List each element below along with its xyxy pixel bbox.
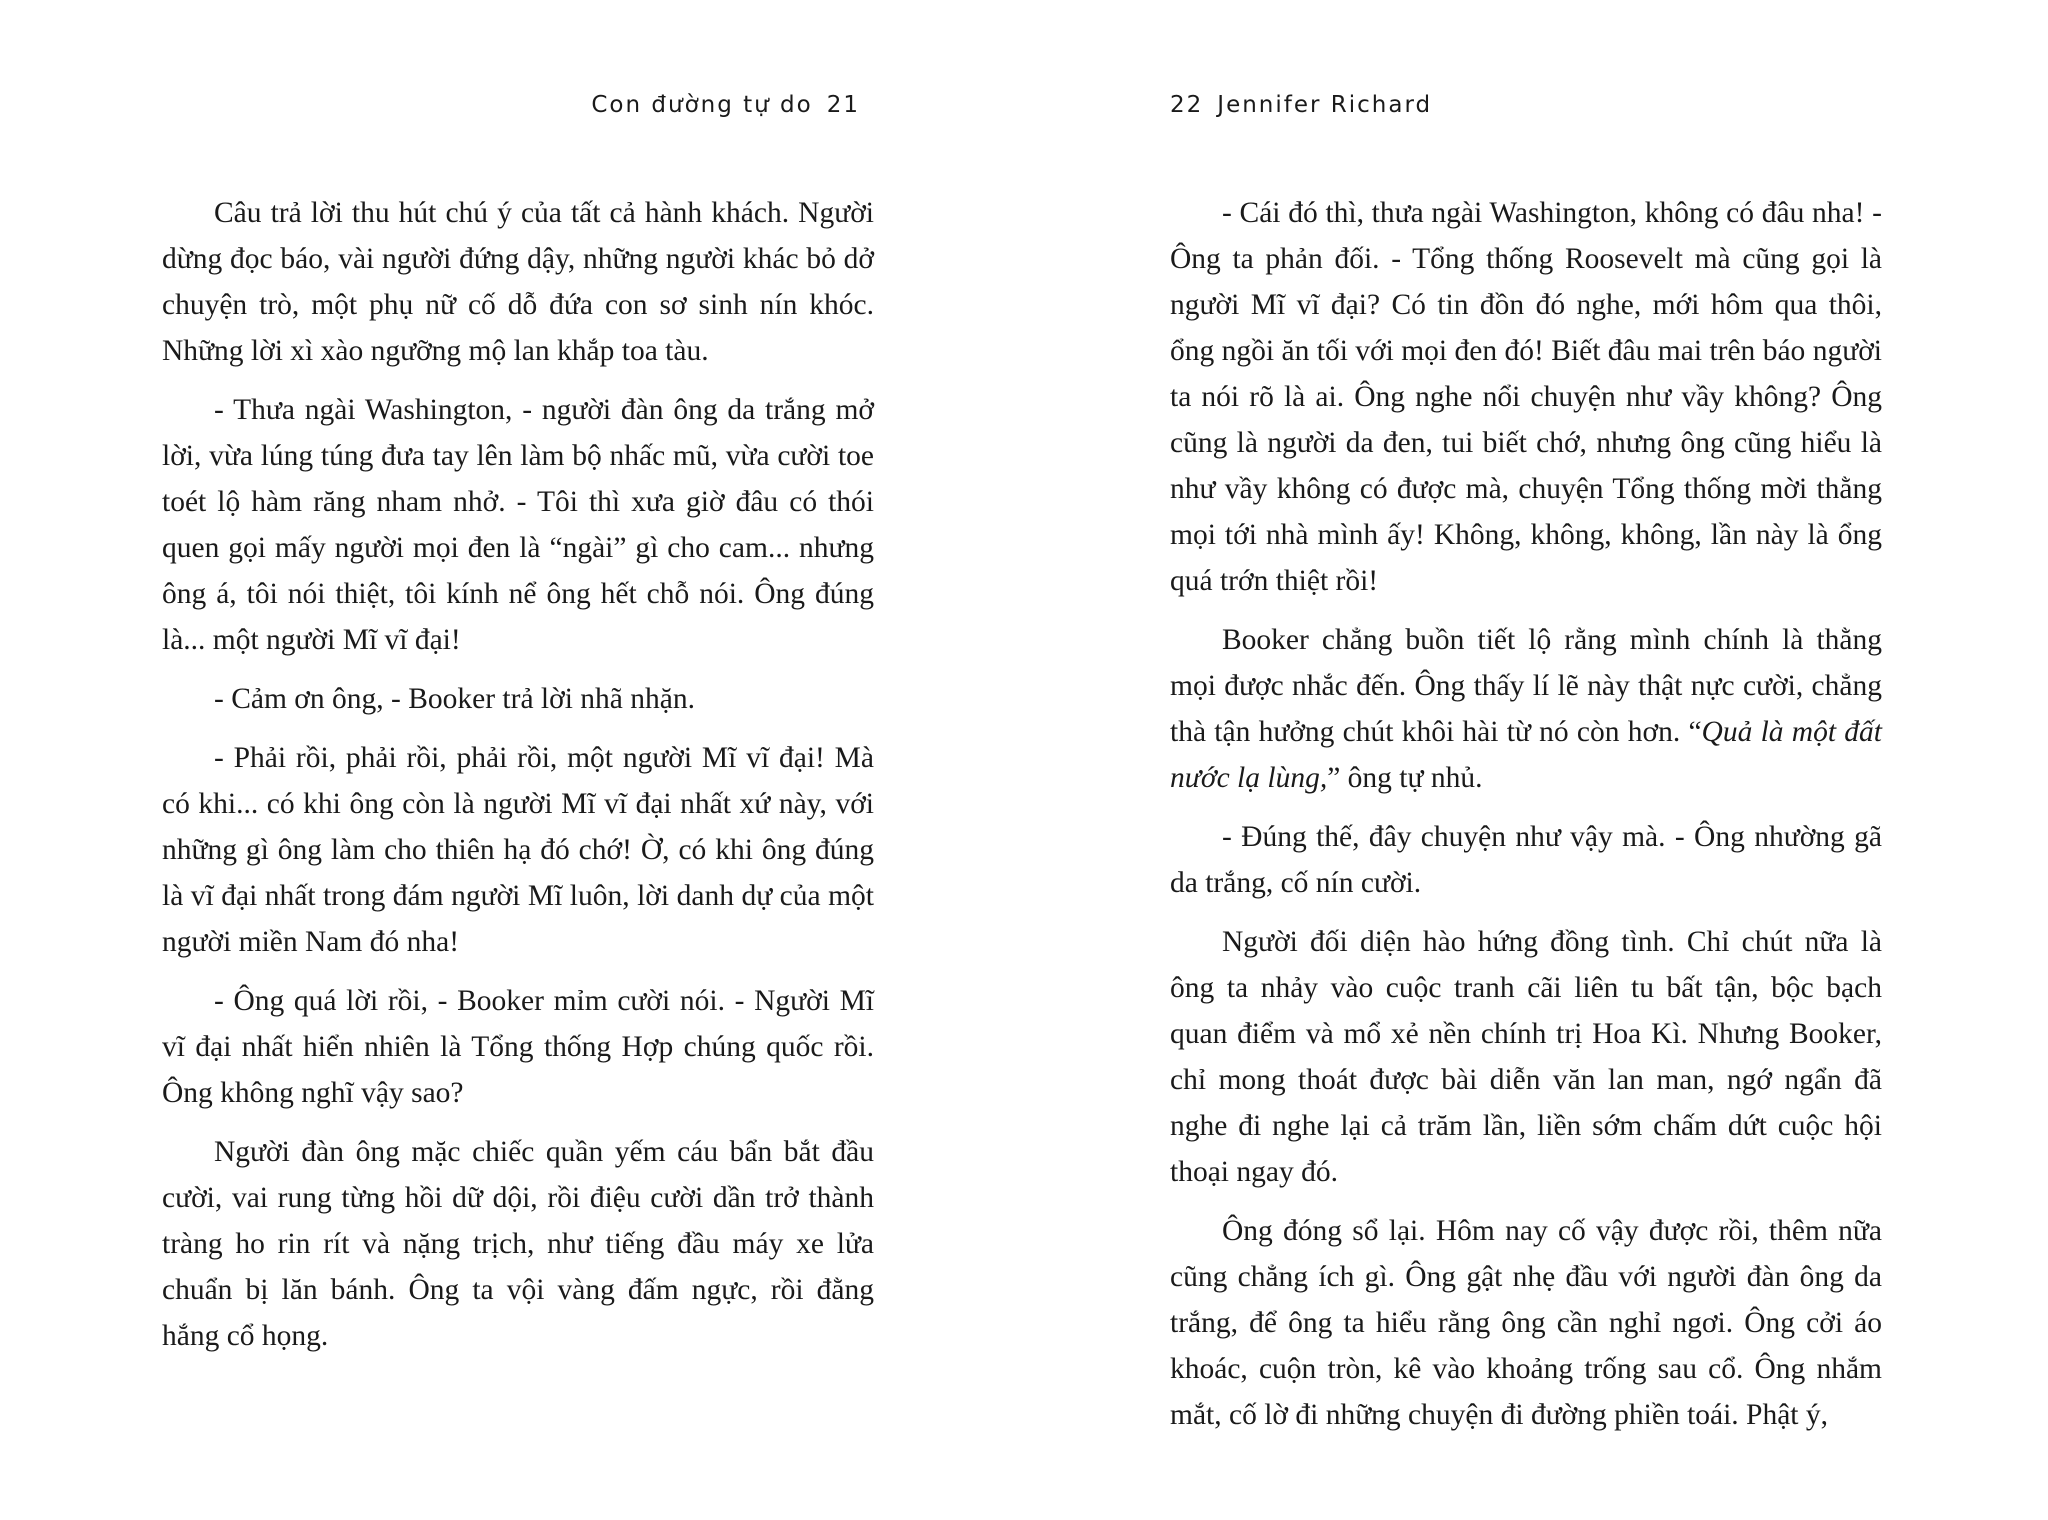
author-name: Jennifer Richard — [1217, 92, 1433, 118]
right-running-head — [1170, 92, 1446, 118]
left-running-head — [591, 92, 874, 118]
book-title: Con đường tự do — [591, 92, 813, 118]
paragraph: - Đúng thế, đây chuyện như vậy mà. - Ông nhường gã da trắng, cố nín cười. — [1170, 821, 1882, 899]
left-page-number: 21 — [826, 92, 860, 118]
paragraph: Người đối diện hào hứng đồng tình. Chỉ chút nữa là ông ta nhảy vào cuộc tranh cãi liên tu bất tận, bộc bạch quan điểm và mổ xẻ nền chính trị Hoa Kì. Nhưng Booker, chỉ mong thoát được bài diễn văn lan man, ngớ ngẩn đã nghe đi nghe lại cả trăm lần, liền sớm chấm dứt cuộc hội thoại ngay đó. — [1170, 926, 1882, 1188]
paragraph: Câu trả lời thu hút chú ý của tất cả hành khách. Người dừng đọc báo, vài người đứng dậy, những người khác bỏ dở chuyện trò, một phụ nữ cố dỗ đứa con sơ sinh nín khóc. Những lời xì xào ngưỡng mộ lan khắp toa tàu. — [162, 197, 874, 367]
left-page — [162, 0, 874, 1520]
paragraph: - Ông quá lời rồi, - Booker mỉm cười nói. - Người Mĩ vĩ đại nhất hiển nhiên là Tổng thống Hợp chúng quốc rồi. Ông không nghĩ vậy sao? — [162, 985, 874, 1109]
right-page — [1170, 0, 1882, 1520]
right-page-number: 22 — [1170, 92, 1204, 118]
paragraph: - Phải rồi, phải rồi, phải rồi, một người Mĩ vĩ đại! Mà có khi... có khi ông còn là người Mĩ vĩ đại nhất xứ này, với những gì ông làm cho thiên hạ đó chớ! Ờ, có khi ông đúng là vĩ đại nhất trong đám người Mĩ luôn, lời danh dự của một người miền Nam đó nha! — [162, 742, 874, 958]
paragraph: - Cái đó thì, thưa ngài Washington, không có đâu nha! - Ông ta phản đối. - Tổng thống Roosevelt mà cũng gọi là người Mĩ vĩ đại? Có tin đồn đó nghe, mới hôm qua thôi, ổng ngồi ăn tối với mọi đen đó! Biết đâu mai trên báo người ta nói rõ là ai. Ông nghe nổi chuyện như vầy không? Ông cũng là người da đen, tui biết chớ, nhưng ông cũng hiểu là như vầy không có được mà, chuyện Tổng thống mời thằng mọi tới nhà mình ấy! Không, không, không, lần này là ổng quá trớn thiệt rồi! — [1170, 197, 1882, 597]
paragraph-text: Booker chẳng buồn tiết lộ rằng mình chính là thằng mọi được nhắc đến. Ông thấy lí lẽ này thật nực cười, chẳng thà tận hưởng chút khôi hài từ nó còn hơn. “ — [1170, 624, 1882, 748]
left-body-text — [162, 190, 874, 1372]
paragraph: Người đàn ông mặc chiếc quần yếm cáu bẩn bắt đầu cười, vai rung từng hồi dữ dội, rồi điệu cười dần trở thành tràng ho rin rít và nặng trịch, như tiếng đầu máy xe lửa chuẩn bị lăn bánh. Ông ta vội vàng đấm ngực, rồi đằng hắng cổ họng. — [162, 1136, 874, 1352]
paragraph: - Cảm ơn ông, - Booker trả lời nhã nhặn. — [214, 683, 695, 715]
paragraph: - Thưa ngài Washington, - người đàn ông da trắng mở lời, vừa lúng túng đưa tay lên làm bộ nhấc mũ, vừa cười toe toét lộ hàm răng nham nhở. - Tôi thì xưa giờ đâu có thói quen gọi mấy người mọi đen là “ngài” gì cho cam... nhưng ông á, tôi nói thiệt, tôi kính nể ông hết chỗ nói. Ông đúng là... một người Mĩ vĩ đại! — [162, 394, 874, 656]
italic-quote: Quả là một đất nước lạ lùng, — [1170, 716, 1882, 794]
paragraph-text: ” ông tự nhủ. — [1327, 762, 1483, 794]
right-body-text — [1170, 190, 1882, 1451]
paragraph: Ông đóng sổ lại. Hôm nay cố vậy được rồi, thêm nữa cũng chẳng ích gì. Ông gật nhẹ đầu với người đàn ông da trắng, để ông ta hiểu rằng ông cần nghỉ ngơi. Ông cởi áo khoác, cuộn tròn, kê vào khoảng trống sau cổ. Ông nhắm mắt, cố lờ đi những chuyện đi đường phiền toái. Phật ý, — [1170, 1215, 1882, 1431]
paragraph-booker — [1170, 617, 1882, 801]
